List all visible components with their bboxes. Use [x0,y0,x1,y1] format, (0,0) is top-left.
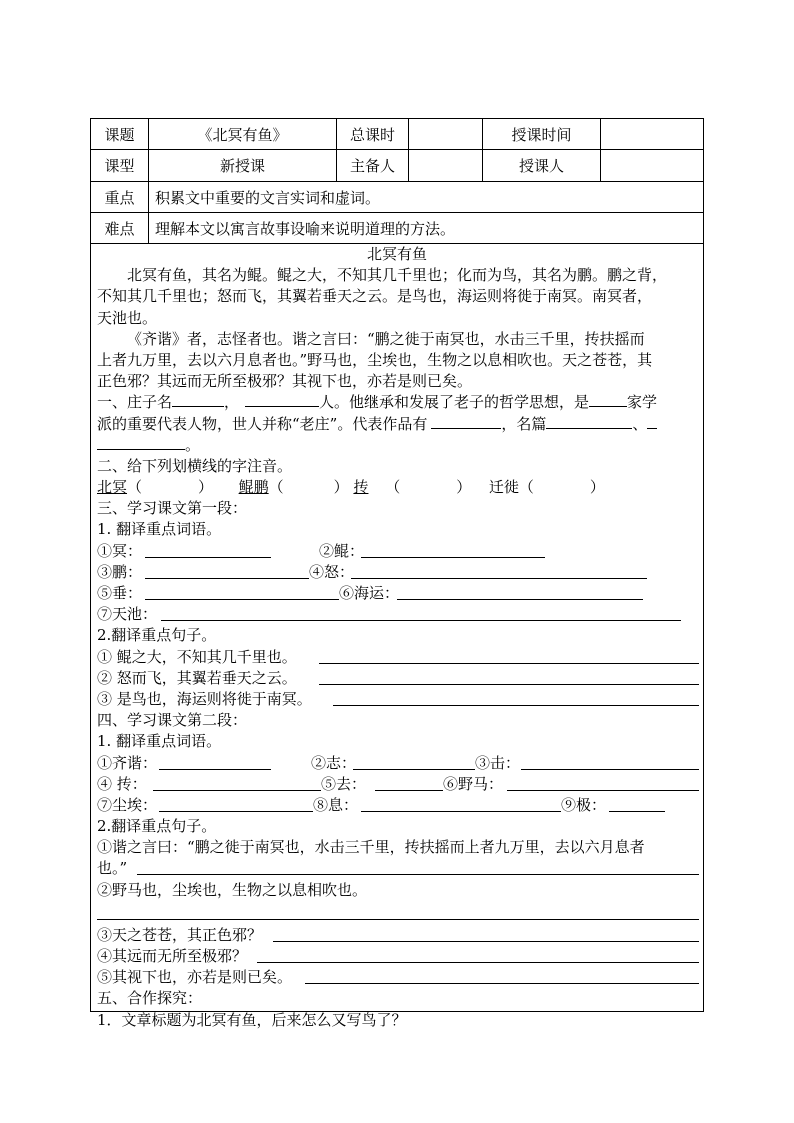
q1-text-g: 、 [632,414,648,433]
word-kun: ②鲲： [319,541,365,560]
blank-hometown[interactable] [245,392,319,407]
q1-text-d: 家学 [627,393,658,412]
q4-words-row3 [97,795,697,816]
blank-works[interactable] [431,414,501,429]
q4-s2-answer [97,901,697,925]
difficulty-text: 理解本文以寓言故事设喻来说明道理的方法。 [155,219,456,238]
key-point-text: 积累文中重要的文言实词和虚词。 [155,188,381,207]
word-yema: ⑥野马： [443,774,504,793]
word-tuan: 抟 [353,478,369,497]
answer-4-4[interactable] [257,962,699,963]
answer-haiyun[interactable] [397,599,643,600]
answer-4-3[interactable] [273,941,699,942]
sentence-2: ② 怒而飞，其翼若垂天之云。 [97,668,297,687]
q4-sub1: 1. 翻译重点词语。 [97,732,222,751]
word-qixie: ①齐谐： [97,753,158,772]
word-ming: ①冥： [97,541,143,560]
blank-famous-piece-2b[interactable] [97,435,185,450]
paren-open: （ [518,478,534,497]
sentence-4-4: ④其远而无所至极邪？ [97,947,248,965]
answer-qu[interactable] [375,790,443,791]
q5-title: 五、合作探究： [97,989,203,1008]
word-qu: ⑤去： [321,774,367,793]
answer-qixie[interactable] [159,769,271,770]
answer-chenai[interactable] [159,811,313,812]
q4-s2: ②野马也，尘埃也，生物之以息相吹也。 [97,880,368,899]
answer-tianchi[interactable] [161,620,681,621]
answer-sentence-3[interactable] [333,705,699,706]
word-ji: ③击： [475,753,521,772]
q4-title: 四、学习课文第二段： [97,711,248,730]
label-total-hours: 总课时 [337,119,409,149]
q2-pinyin-row [97,477,697,498]
answer-ji2[interactable] [609,811,665,812]
word-nu: ④怒： [309,562,355,581]
q2-title: 二、给下列划横线的字注音。 [97,456,293,475]
header-row-1 [91,119,703,150]
passage-p1-line2: 不知其几千里也；怒而飞，其翼若垂天之云。是鸟也，海运则将徙于南冥。南冥者， [97,287,653,306]
sentence-1: ① 鲲之大，不知其几千里也。 [97,647,297,666]
q3-words-row3 [97,583,697,604]
paren-close: ） [456,478,472,497]
q1-text-f: ，名篇 [501,414,547,433]
label-lesson-time: 授课时间 [483,119,601,149]
answer-kun[interactable] [361,557,545,558]
value-lesson-time[interactable] [601,119,703,149]
paren-close: ） [589,478,605,497]
q3-title: 三、学习课文第一段： [97,499,248,518]
answer-yema[interactable] [507,790,699,791]
value-total-hours[interactable] [409,119,483,149]
value-topic: 《北冥有鱼》 [149,119,337,149]
q1-text-h: 。 [185,435,201,454]
key-point-label: 重点 [91,182,149,212]
q4-s4 [97,946,697,967]
paren-open: （ [127,478,143,497]
sentence-3: ③ 是鸟也，海运则将徙于南冥。 [97,689,312,708]
word-peng: ③鹏： [97,562,143,581]
word-haiyun: ⑥海运： [339,584,400,602]
lesson-plan-table [90,118,704,1029]
q1-line3 [97,435,697,456]
answer-nu[interactable] [351,578,647,579]
word-chenai: ⑦尘埃： [97,795,158,814]
difficulty-label: 难点 [91,213,149,243]
paren-close: ） [333,478,349,497]
word-tuan2: ④ 抟： [97,774,147,793]
q4-words-row2 [97,774,697,795]
blank-famous-piece-2a[interactable] [647,414,657,429]
answer-ming[interactable] [145,557,271,558]
word-ji2: ⑨极： [561,795,607,814]
q3-sub2: 2.翻译重点句子。 [97,626,217,645]
q4-s1-line2 [97,858,697,879]
q1-text-a: 一、庄子名 [97,393,173,412]
q1-line2 [97,414,697,435]
header-row-2 [91,150,703,182]
answer-4-1[interactable] [137,874,699,875]
label-topic: 课题 [91,119,149,149]
q3-sent1 [97,647,697,668]
answer-peng[interactable] [145,578,309,579]
word-zhi: ②志： [311,753,357,772]
passage-p2-line1: 《齐谐》者，志怪者也。谐之言曰：“鹏之徙于南冥也，水击三千里，抟扶摇而 [127,329,645,348]
q3-words-row2 [97,562,697,583]
q3-sent3 [97,689,697,710]
sentence-4-1-end: 也。” [97,859,128,878]
blank-zhuangzi-name[interactable] [172,392,224,407]
q3-sent2 [97,668,697,689]
value-lesson-type: 新授课 [149,150,337,181]
value-teacher[interactable] [601,150,703,181]
answer-sentence-2[interactable] [319,684,699,685]
blank-school[interactable] [589,392,627,407]
word-beiming: 北冥 [97,478,128,497]
q4-s3 [97,925,697,946]
word-chui: ⑤垂： [97,584,143,602]
answer-sentence-1[interactable] [319,663,699,664]
q4-sub2: 2.翻译重点句子。 [97,817,217,836]
label-main-preparer: 主备人 [337,150,409,181]
passage-p1-line1: 北冥有鱼，其名为鲲。鲲之大，不知其几千里也；化而为鸟，其名为鹏。鹏之背， [127,266,668,285]
q5-item1: 1．文章标题为北冥有鱼，后来怎么又写鸟了？ [97,1010,407,1029]
word-xi: ⑧息： [313,795,359,814]
q1-line1 [97,392,697,413]
blank-famous-piece-1[interactable] [546,414,632,429]
sentence-4-3: ③天之苍苍，其正色邪？ [97,925,263,944]
q1-text-e: 派的重要代表人物，世人并称“老庄”。代表作品有 [97,414,428,433]
difficulty-row [91,213,703,244]
word-qianxi: 迁徙 [488,478,519,497]
q3-words-row4 [97,604,697,625]
word-kunpeng: 鲲鹏 [238,478,269,497]
q4-s5 [97,967,697,988]
word-tianchi: ⑦天池： [97,605,158,624]
answer-xi[interactable] [361,811,561,812]
paren-open: （ [268,478,284,497]
passage-title: 北冥有鱼 [366,245,427,263]
answer-ji[interactable] [521,769,699,770]
worksheet-body [91,244,703,1029]
sentence-4-5: ⑤其视下也，亦若是则已矣。 [97,968,293,987]
label-teacher: 授课人 [483,150,601,181]
passage-p1-line3: 天池也。 [97,308,158,327]
answer-4-2[interactable] [97,919,699,920]
answer-zhi[interactable] [353,769,475,770]
passage-p2-line3: 正色邪？其远而无所至极邪？其视下也，亦若是则已矣。 [97,372,473,391]
label-lesson-type: 课型 [91,150,149,181]
q1-text-c: 人。他继承和发展了老子的哲学思想，是 [319,393,590,412]
paren-open: （ [385,478,401,497]
q4-s1-line1: ①谐之言曰：“鹏之徙于南冥也，水击三千里，抟扶摇而上者九万里，去以六月息者 [97,838,645,857]
key-point-row [91,182,703,213]
paren-close: ） [198,478,214,497]
answer-4-5[interactable] [305,983,699,984]
answer-tuan[interactable] [153,790,321,791]
passage-p2-line2: 上者九万里，去以六月息者也。”野马也，尘埃也，生物之以息相吹也。天之苍苍，其 [97,350,653,369]
q1-text-b: ， [224,393,240,412]
q3-sub1: 1. 翻译重点词语。 [97,520,222,539]
q3-words-row1 [97,541,697,562]
answer-chui[interactable] [145,599,339,600]
q4-words-row1 [97,753,697,774]
value-main-preparer[interactable] [409,150,483,181]
